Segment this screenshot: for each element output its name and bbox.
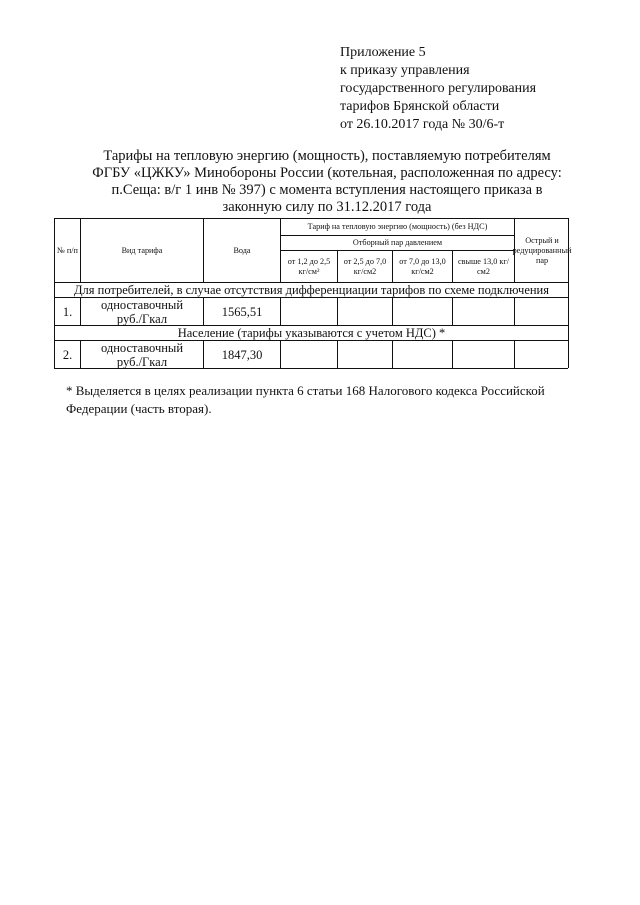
title-line-2: ФГБУ «ЦЖКУ» Минобороны России (котельная, расположенная по адресу: — [92, 165, 562, 181]
header-line-2: к приказу управления — [340, 63, 470, 78]
header-line-3: государственного регулирования — [340, 81, 537, 96]
col-steam3-rule-row2 — [452, 340, 453, 368]
col-steam1-rule-row1 — [337, 297, 338, 325]
row-2-type-line-2: руб./Гкал — [116, 355, 168, 369]
header-steam-col-3: от 7,0 до 13,0 кг/см2 — [399, 256, 446, 276]
row-1-water-value: 1565,51 — [221, 304, 263, 319]
row-2-tariff-type — [81, 341, 203, 368]
header-line-1: Приложение 5 — [340, 45, 426, 60]
col-steam4-rule-row1 — [514, 297, 515, 325]
col-steam2-rule-head — [392, 250, 393, 282]
section-label-population: Население (тарифы указываются с учетом НДС) * — [177, 326, 446, 340]
header-tariff-type: Вид тарифа — [121, 245, 163, 255]
header-steam-col-1: от 1,2 до 2,5 кг/см² — [287, 256, 331, 276]
title-line-1: Тарифы на тепловую энергию (мощность), поставляемую потребителям — [103, 148, 551, 164]
header-energy-group: Тариф на тепловую энергию (мощность) (без НДС) — [307, 222, 488, 231]
col-steam2-rule-row2 — [392, 340, 393, 368]
title-line-4: законную силу по 31.12.2017 года — [222, 199, 432, 215]
row-1-num: 1. — [62, 304, 73, 319]
header-line-4: тарифов Брянской области — [340, 99, 500, 114]
col-steam2-rule-row1 — [392, 297, 393, 325]
col-water-rule-row1 — [280, 297, 281, 325]
header-steam-group: Отборный пар давлением — [352, 238, 443, 247]
header-water: Вода — [233, 245, 251, 255]
col-water-rule-row2 — [280, 340, 281, 368]
col-steam3-rule-head — [452, 250, 453, 282]
row-1-type-line-2: руб./Гкал — [116, 312, 168, 326]
row-1-type-line-1: одноставочный — [100, 298, 184, 312]
row-1-tariff-type — [81, 298, 203, 325]
col-steam3-rule-row1 — [452, 297, 453, 325]
row-2-num: 2. — [62, 347, 73, 362]
col-steam4-rule-row2 — [514, 340, 515, 368]
document-title — [66, 148, 588, 216]
row-2-water-value: 1847,30 — [221, 347, 263, 362]
header-line-5: от 26.10.2017 года № 30/6-т — [340, 117, 505, 132]
row-2-type-line-1: одноставочный — [100, 341, 184, 355]
header-sharp-steam: Острый и редуцированный пар — [512, 235, 572, 265]
section-label-consumers: Для потребителей, в случае отсутствия дифференциации тарифов по схеме подключения — [73, 283, 549, 297]
header-num: № п/п — [57, 245, 78, 255]
header-steam-col-4: свыше 13,0 кг/см2 — [458, 256, 509, 276]
col-steam1-rule-head — [337, 250, 338, 282]
header-steam-col-2: от 2,5 до 7,0 кг/см2 — [343, 256, 387, 276]
col-steam1-rule-row2 — [337, 340, 338, 368]
title-line-3: п.Сеща: в/г 1 инв № 397) с момента вступления настоящего приказа в — [111, 182, 543, 198]
footnote: * Выделяется в целях реализации пункта 6 статьи 168 Налогового кодекса Российской Федерации (часть вторая). — [66, 383, 545, 416]
